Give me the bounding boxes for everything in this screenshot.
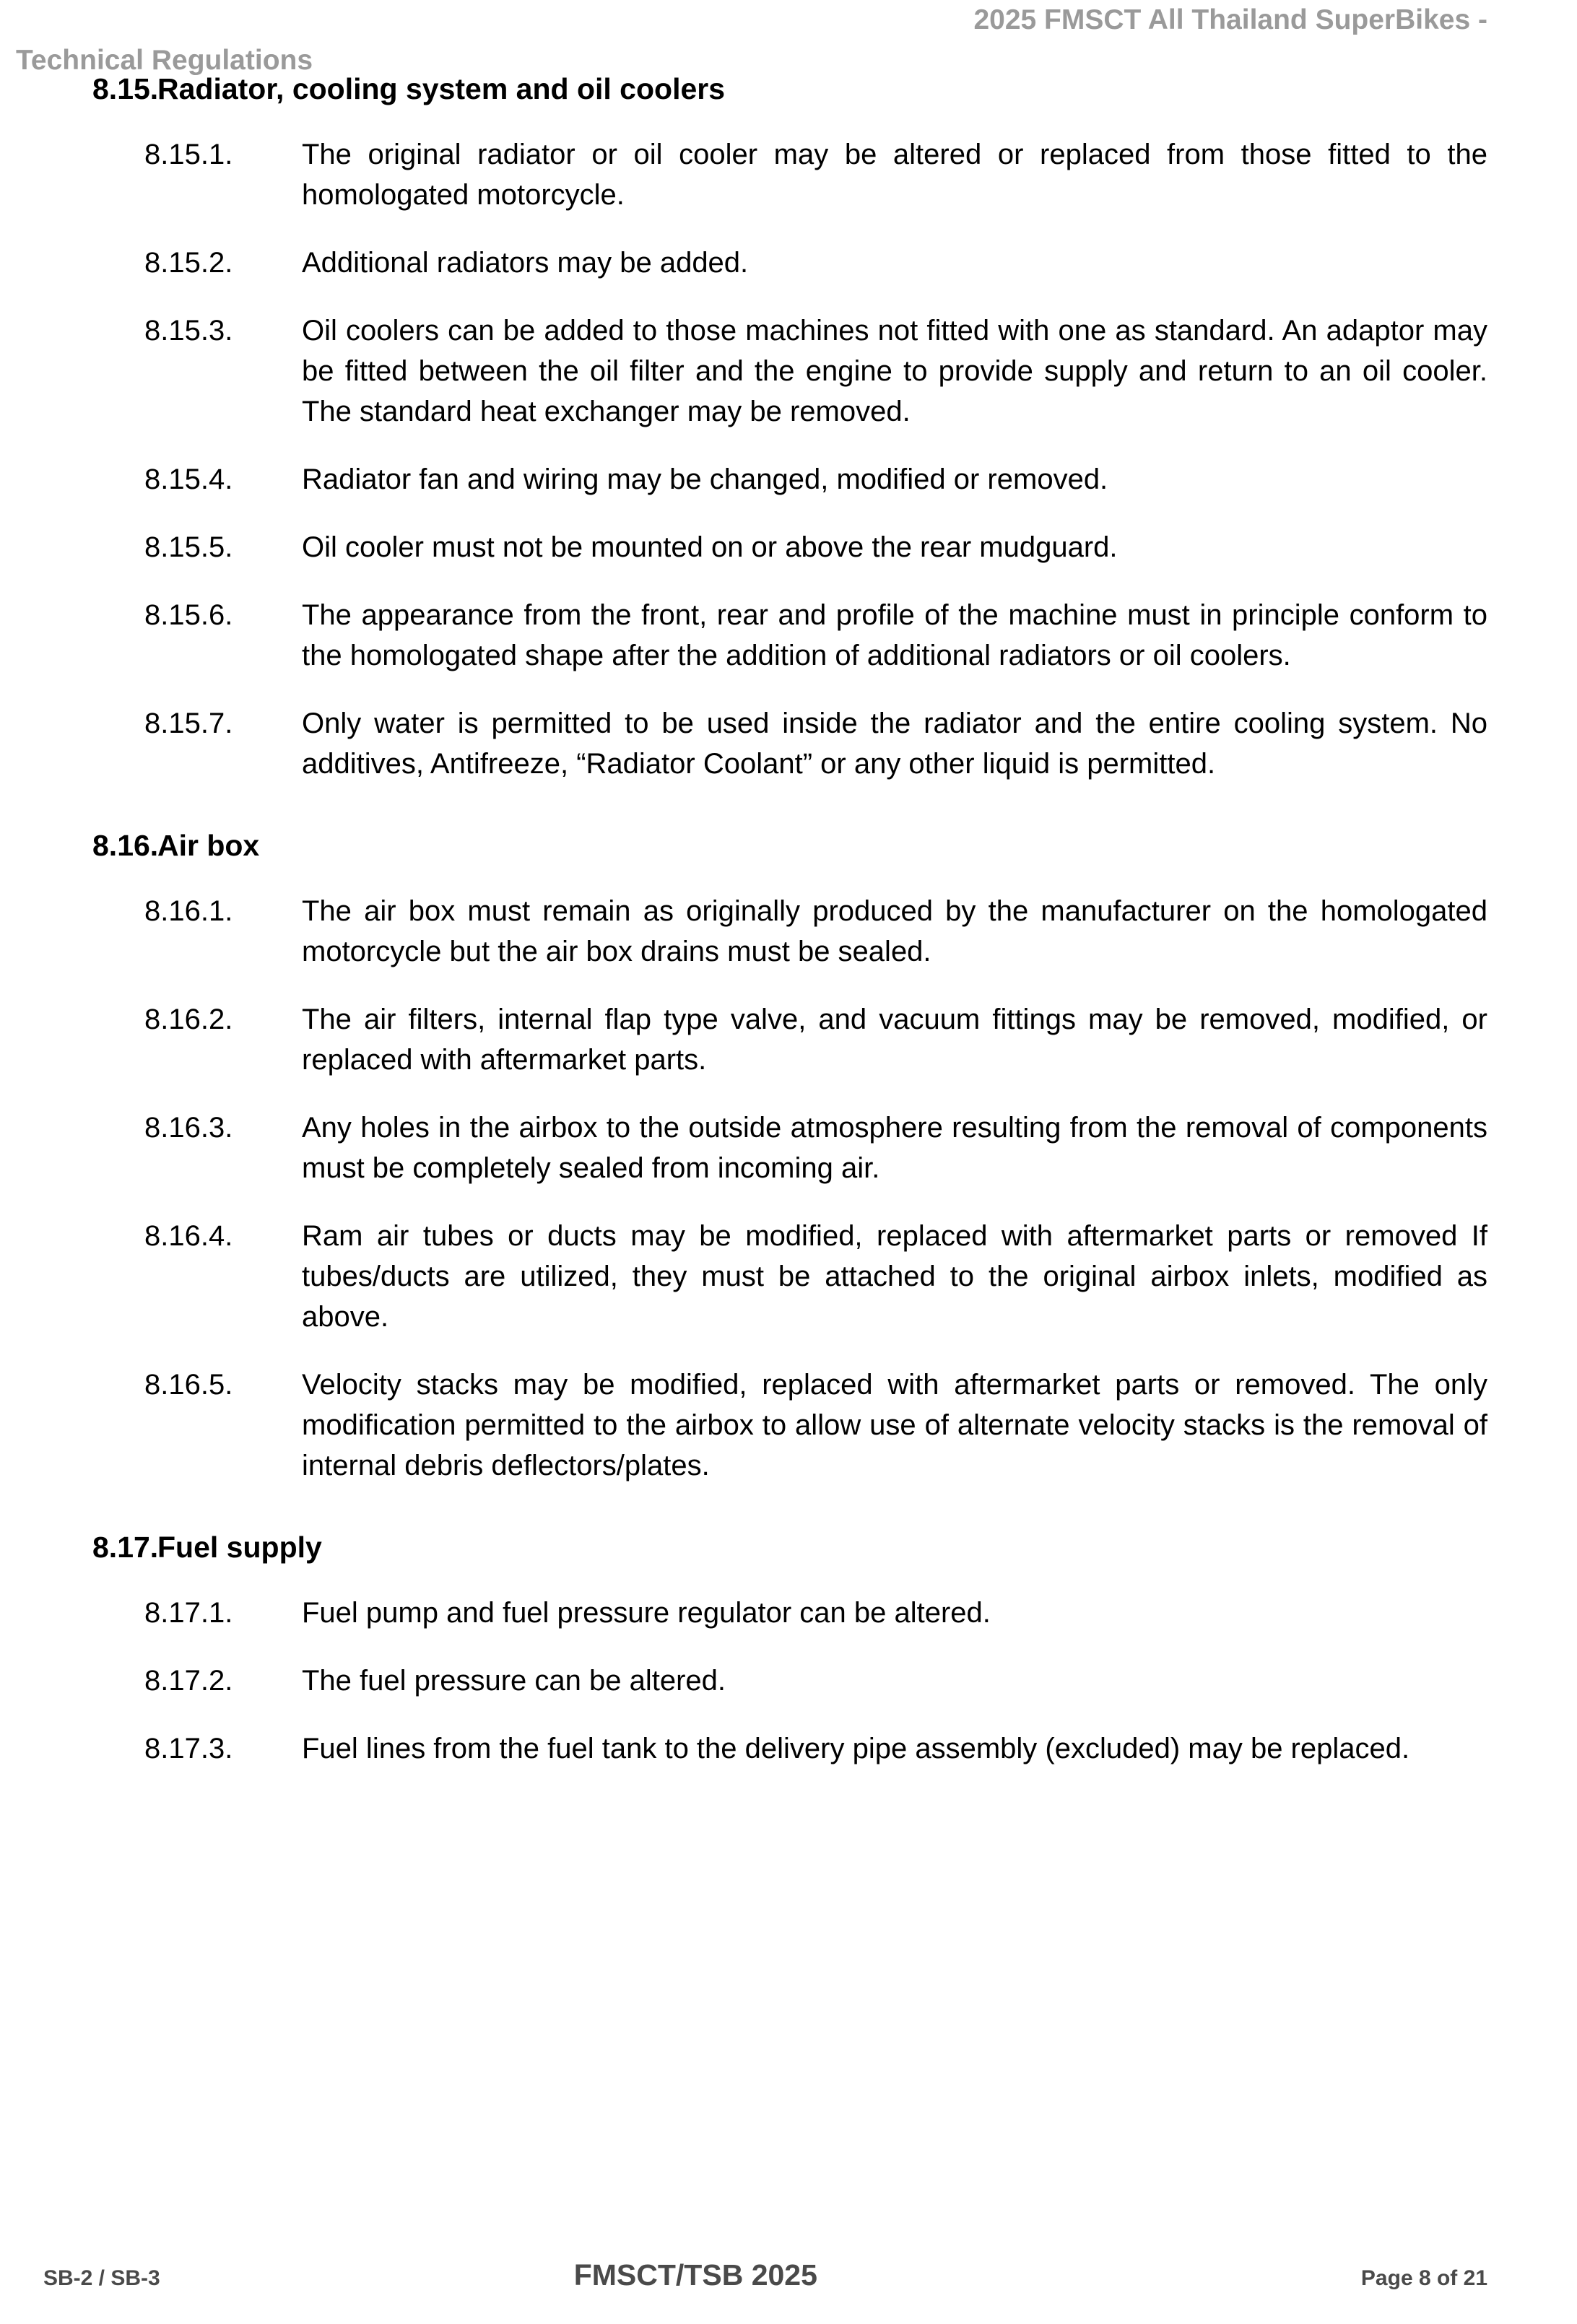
clause-row bbox=[0, 595, 1577, 676]
section-title: Air box bbox=[157, 829, 260, 862]
clause-row bbox=[0, 459, 1577, 500]
section-number: 8.16. bbox=[92, 829, 159, 862]
clause-number: 8.16.5. bbox=[144, 1369, 233, 1401]
clause-row bbox=[0, 1365, 1577, 1486]
clause-text: The fuel pressure can be altered. bbox=[302, 1665, 726, 1697]
clause-number: 8.15.7. bbox=[144, 708, 233, 739]
clause-number: 8.17.3. bbox=[144, 1733, 233, 1764]
clause-text: The appearance from the front, rear and profile of the machine must in principle conform to the homologated shape after the addition of additional radiators or oil coolers. bbox=[302, 599, 1487, 671]
section-number: 8.17. bbox=[92, 1531, 159, 1564]
clause-number: 8.15.4. bbox=[144, 464, 233, 495]
clause-text: Oil cooler must not be mounted on or above the rear mudguard. bbox=[302, 531, 1118, 563]
clause-row bbox=[0, 1728, 1577, 1769]
clause-text: Oil coolers can be added to those machines not fitted with one as standard. An adaptor may be fitted between the oil filter and the engine to provide supply and return to an oil cooler. The standard heat exchanger may be removed. bbox=[302, 315, 1487, 427]
clause-text: The air box must remain as originally produced by the manufacturer on the homologated motorcycle but the air box drains must be sealed. bbox=[302, 895, 1487, 967]
footer-class-code: SB-2 / SB-3 bbox=[43, 2266, 160, 2290]
clause-number: 8.17.1. bbox=[144, 1597, 233, 1629]
section-title: Radiator, cooling system and oil coolers bbox=[157, 72, 726, 105]
section-heading bbox=[0, 69, 1577, 108]
clause-text: Ram air tubes or ducts may be modified, replaced with aftermarket parts or removed If tubes/ducts are utilized, they must be attached to the original airbox inlets, modified as above. bbox=[302, 1220, 1487, 1333]
clause-text: The air filters, internal flap type valve, and vacuum fittings may be removed, modified, or replaced with aftermarket parts. bbox=[302, 1004, 1487, 1076]
clause-number: 8.16.2. bbox=[144, 1004, 233, 1035]
clause-number: 8.15.3. bbox=[144, 315, 233, 347]
clause-number: 8.15.2. bbox=[144, 247, 233, 279]
clause-row bbox=[0, 1593, 1577, 1633]
header-title-line-2: Technical Regulations bbox=[16, 45, 313, 76]
clause-text: Velocity stacks may be modified, replaced with aftermarket parts or removed. The only modification permitted to the airbox to allow use of alternate velocity stacks is the removal of internal debris deflectors/plates. bbox=[302, 1369, 1487, 1481]
clause-row bbox=[0, 310, 1577, 432]
clause-number: 8.15.1. bbox=[144, 139, 233, 170]
clause-text: Only water is permitted to be used inside the radiator and the entire cooling system. No additives, Antifreeze, “Radiator Coolant” or any other liquid is permitted. bbox=[302, 708, 1487, 780]
section bbox=[0, 1528, 1577, 1769]
section bbox=[0, 69, 1577, 784]
clause-number: 8.16.3. bbox=[144, 1112, 233, 1144]
section-number: 8.15. bbox=[92, 72, 159, 105]
clause-row bbox=[0, 134, 1577, 215]
clause-row bbox=[0, 999, 1577, 1080]
clause-row bbox=[0, 1107, 1577, 1188]
section-heading bbox=[0, 1528, 1577, 1567]
footer-page-number: Page 8 of 21 bbox=[1360, 2266, 1487, 2290]
clause-row bbox=[0, 891, 1577, 972]
clause-number: 8.15.6. bbox=[144, 599, 233, 631]
section-heading bbox=[0, 826, 1577, 865]
section bbox=[0, 826, 1577, 1486]
clause-row bbox=[0, 703, 1577, 784]
clause-number: 8.15.5. bbox=[144, 531, 233, 563]
running-footer bbox=[0, 2258, 1577, 2292]
clause-row bbox=[0, 243, 1577, 283]
clause-text: The original radiator or oil cooler may be altered or replaced from those fitted to the homologated motorcycle. bbox=[302, 139, 1487, 211]
clause-row bbox=[0, 527, 1577, 567]
clause-text: Additional radiators may be added. bbox=[302, 247, 749, 279]
clause-text: Any holes in the airbox to the outside atmosphere resulting from the removal of components must be completely sealed from incoming air. bbox=[302, 1112, 1487, 1184]
clause-row bbox=[0, 1661, 1577, 1701]
clause-number: 8.16.1. bbox=[144, 895, 233, 927]
clause-row bbox=[0, 1216, 1577, 1337]
header-title-line-1: 2025 FMSCT All Thailand SuperBikes - bbox=[973, 4, 1487, 35]
clause-number: 8.17.2. bbox=[144, 1665, 233, 1697]
clause-number: 8.16.4. bbox=[144, 1220, 233, 1252]
clause-text: Fuel pump and fuel pressure regulator can be altered. bbox=[302, 1597, 991, 1629]
section-title: Fuel supply bbox=[157, 1531, 322, 1564]
footer-document-code: FMSCT/TSB 2025 bbox=[573, 2258, 817, 2292]
clause-text: Fuel lines from the fuel tank to the delivery pipe assembly (excluded) may be replaced. bbox=[302, 1733, 1410, 1764]
document-body bbox=[0, 69, 1577, 1769]
clause-text: Radiator fan and wiring may be changed, modified or removed. bbox=[302, 464, 1108, 495]
